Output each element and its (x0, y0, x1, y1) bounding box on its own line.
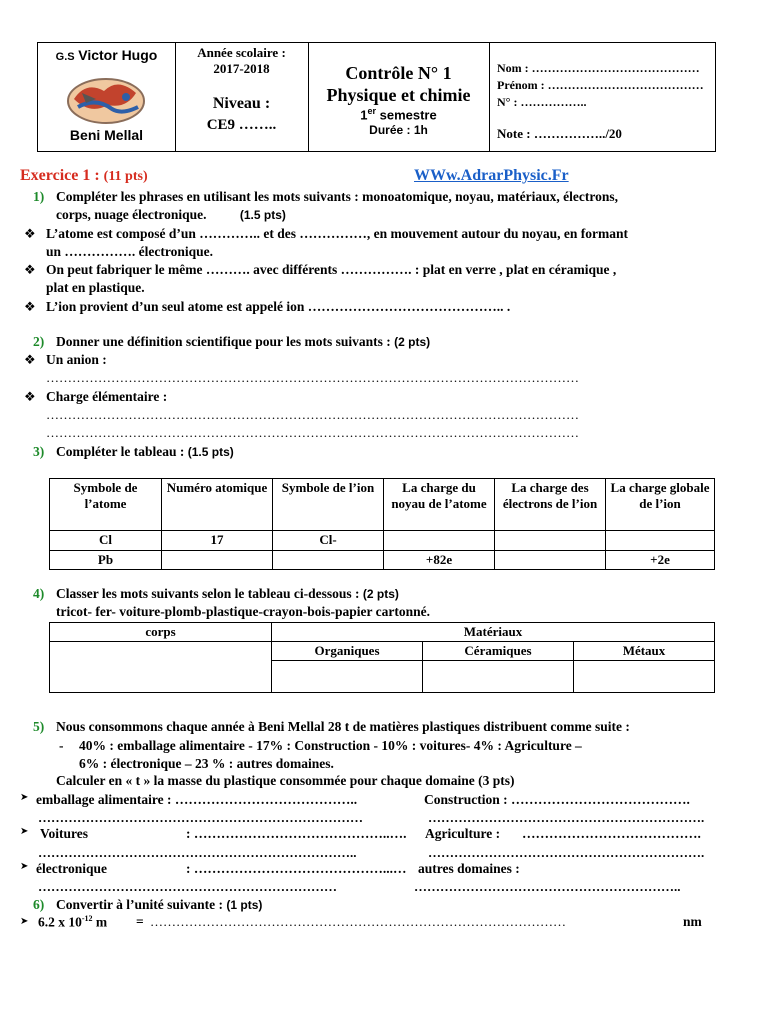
year: 2017-2018 (213, 61, 270, 76)
semester: 1er semestre (360, 106, 437, 123)
table-header: Céramiques (423, 642, 574, 661)
q1-sentence-3: L’ion provient d’un seul atome est appelé ion …………………………………….. . (46, 299, 511, 314)
table-cell: +2e (606, 551, 715, 570)
table-cell: Cl (50, 531, 162, 551)
q5-line-2: 6% : électronique – 23 % : autres domaines. (79, 756, 334, 771)
subject: Physique et chimie (326, 85, 471, 105)
table-row (50, 551, 715, 570)
table-header: La charge du noyau de l’atome (384, 479, 495, 531)
q3-number: 3) (33, 444, 45, 459)
table-cell[interactable] (50, 642, 272, 693)
q5-number: 5) (33, 719, 45, 734)
prenom-field: Prénom : ………………………………… (497, 78, 704, 92)
bullet-icon: ➤ (20, 792, 29, 803)
q1-text-2: corps, nuage électronique. (1.5 pts) (56, 207, 286, 222)
autres-label: autres domaines : (418, 861, 520, 876)
diamond-bullet-icon: ❖ (24, 226, 36, 241)
table-header-row (50, 479, 715, 531)
table-cell[interactable] (423, 661, 574, 693)
answer-line: …………………………………………………………………………………………………………… (46, 407, 579, 422)
table-cell[interactable] (495, 531, 606, 551)
diamond-bullet-icon: ❖ (24, 389, 36, 404)
table-cell: +82e (384, 551, 495, 570)
q5-line-3: Calculer en « t » la masse du plastique consommée pour chaque domaine (3 pts) (56, 773, 515, 788)
q5-line-1: 40% : emballage alimentaire - 17% : Construction - 10% : voitures- 4% : Agriculture – (79, 738, 582, 753)
bullet-icon: ➤ (20, 861, 29, 872)
numero-field: N° : …………….. (497, 95, 587, 109)
construction-field: Construction : …………………………………. (424, 792, 690, 807)
table-cell[interactable] (495, 551, 606, 570)
bullet-icon: ➤ (20, 916, 29, 927)
table-cell: Cl- (273, 531, 384, 551)
answer-line: ………………………………………………………………… (38, 810, 363, 825)
city: Beni Mellal (69, 127, 144, 143)
table-header: Métaux (574, 642, 715, 661)
q1-text: Compléter les phrases en utilisant les mots suivants : monoatomique, noyau, matériaux, électrons, (56, 189, 618, 204)
table-header: Symbole de l’ion (273, 479, 384, 531)
table-cell[interactable] (574, 661, 715, 693)
emballage-field: emballage alimentaire : ………………………………….. (36, 792, 358, 807)
q1-sentence-1b: un ……………. électronique. (46, 244, 214, 259)
level-label: Niveau : (212, 95, 271, 112)
exercise-title: Exercice 1 : (11 pts) (20, 167, 148, 184)
note-field: Note : ……………../20 (497, 126, 622, 141)
diamond-bullet-icon: ❖ (24, 299, 36, 314)
website-link[interactable]: WWw.AdrarPhysic.Fr (414, 167, 569, 184)
table-header: Numéro atomique (162, 479, 273, 531)
answer-line: …………………………………………………………………………………… (150, 914, 566, 929)
table-header: Symbole de l’atome (50, 479, 162, 531)
agriculture-field: …………………………………. (522, 826, 701, 841)
q4-words: tricot- fer- voiture-plomb-plastique-crayon-bois-papier cartonné. (56, 604, 430, 619)
table-cell[interactable] (273, 551, 384, 570)
q6-value: 6.2 x $10^{-12}$ m (38, 914, 108, 930)
answer-line: …………………………………………………….. (414, 879, 681, 894)
duration: Durée : 1h (369, 123, 428, 137)
table-cell: Pb (50, 551, 162, 570)
divider (489, 43, 490, 151)
control-title: Contrôle N° 1 (345, 63, 452, 83)
bullet-icon: ➤ (20, 826, 29, 837)
dash: - (59, 738, 64, 753)
diamond-bullet-icon: ❖ (24, 352, 36, 367)
q1-prompt: 1) (33, 189, 45, 204)
electronique-field: : ……………………………………...… (186, 861, 407, 876)
voitures-label: Voitures (40, 826, 89, 841)
answer-line: ……………………………………………………………….. (38, 845, 357, 860)
q2-number: 2) (33, 334, 45, 349)
school-name: G.S Victor Hugo (55, 47, 158, 63)
level: CE9 …….. (206, 117, 277, 133)
table-header: La charge globale de l’ion (606, 479, 715, 531)
table-header: corps (50, 623, 272, 642)
table-header: Organiques (272, 642, 423, 661)
equals-sign: = (136, 914, 144, 929)
q1-sentence-2b: plat en plastique. (46, 280, 145, 295)
nom-field: Nom : …………………………………… (497, 61, 700, 75)
table-header-row (50, 642, 715, 661)
table-cell[interactable] (272, 661, 423, 693)
answer-line: …………………………………………………………… (38, 879, 337, 894)
table-cell[interactable] (606, 531, 715, 551)
answer-line: …………………………………………………………………………………………………………… (46, 425, 579, 440)
anion-label: Un anion : (46, 352, 107, 367)
table-header-row (50, 623, 715, 642)
electronique-label: électronique (36, 861, 107, 876)
table-header: La charge des électrons de l’ion (495, 479, 606, 531)
q6-number: 6) (33, 897, 45, 912)
q6-text: Convertir à l’unité suivante : (1 pts) (56, 897, 263, 912)
diamond-bullet-icon: ❖ (24, 262, 36, 277)
charge-label: Charge élémentaire : (46, 389, 168, 404)
classification-table (49, 622, 715, 693)
ion-table (49, 478, 715, 570)
answer-line: ………………………………………………………. (428, 810, 705, 825)
table-cell[interactable] (162, 551, 273, 570)
q4-text: Classer les mots suivants selon le tableau ci-dessous : (2 pts) (56, 586, 399, 601)
header-box (37, 42, 716, 152)
table-row (50, 531, 715, 551)
q3-text: Compléter le tableau : (1.5 pts) (56, 444, 234, 459)
q1-sentence-2: On peut fabriquer le même ………. avec différents ……………. : plat en verre , plat en céramique , (46, 262, 617, 277)
table-cell[interactable] (384, 531, 495, 551)
voitures-field: : ……………………………………..…. (186, 826, 407, 841)
q4-number: 4) (33, 586, 45, 601)
q2-text: Donner une définition scientifique pour les mots suivants : (2 pts) (56, 334, 431, 349)
agriculture-label: Agriculture : (425, 826, 501, 841)
school-logo (56, 69, 156, 129)
year-label: Année scolaire : (197, 45, 286, 60)
answer-line: …………………………………………………………………………………………………………… (46, 370, 579, 385)
q5-text: Nous consommons chaque année à Beni Mellal 28 t de matières plastiques distribuent comme suite : (56, 719, 630, 734)
table-cell: 17 (162, 531, 273, 551)
target-unit: nm (683, 914, 702, 929)
answer-line: ………………………………………………………. (428, 845, 705, 860)
table-header: Matériaux (272, 623, 715, 642)
q1-sentence-1: L’atome est composé d’un ………….. et des ……………, en mouvement autour du noyau, en formant (46, 226, 629, 241)
